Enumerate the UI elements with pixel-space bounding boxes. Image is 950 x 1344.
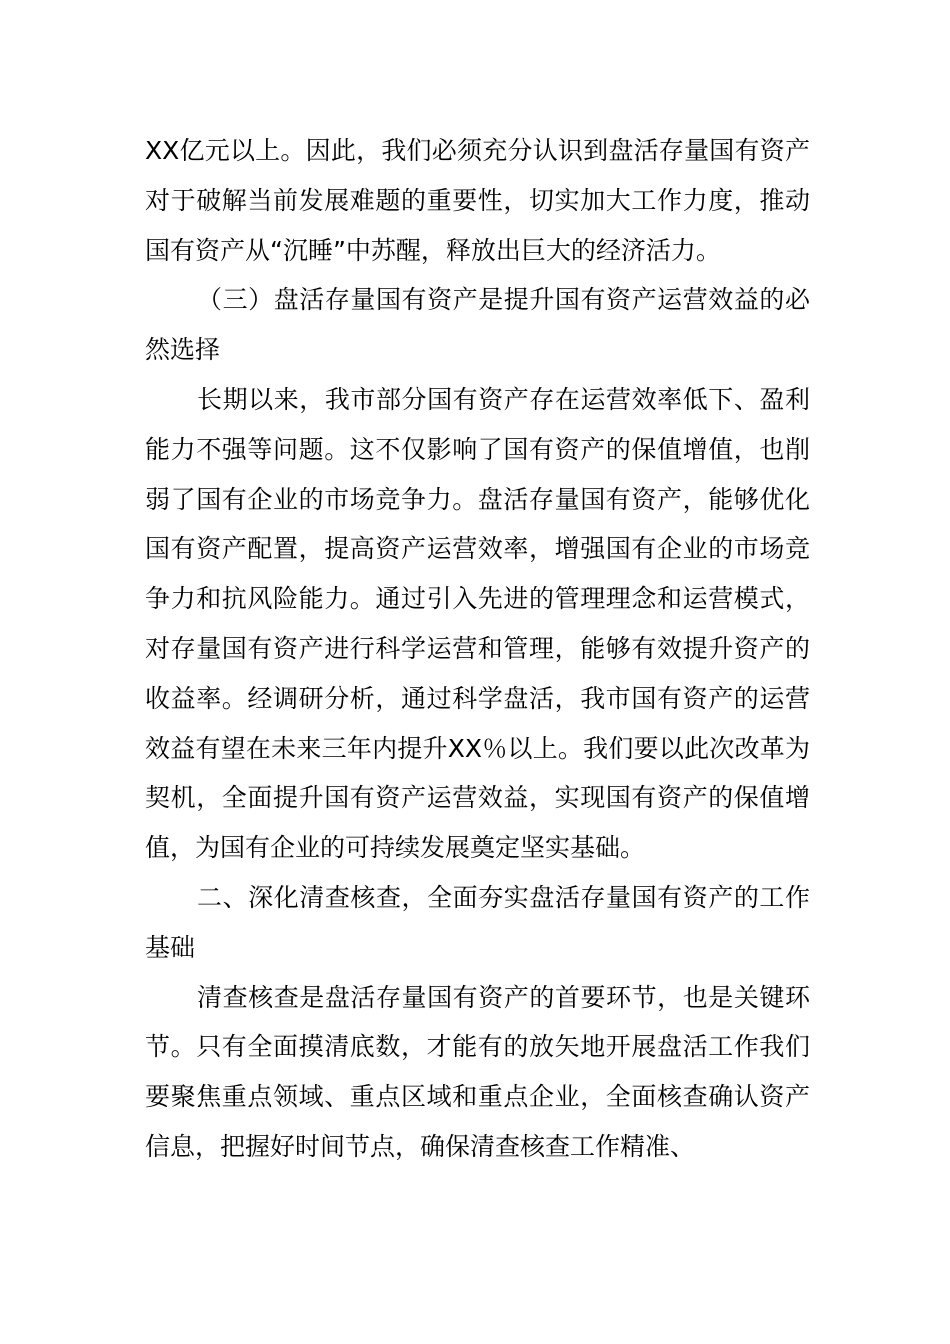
paragraph-body-2: 清查核查是盘活存量国有资产的首要环节，也是关键环节。只有全面摸清底数，才能有的放矢地开展盘活工作我们要聚焦重点领域、重点区域和重点企业，全面核查确认资产信息，把握好时间节点，确保清查核查工作精准、: [145, 982, 810, 1161]
paragraph-continuation: XX亿元以上。因此，我们必须充分认识到盘活存量国有资产对于破解当前发展难题的重要性，切实加大工作力度，推动国有资产从“沉睡”中苏醒，释放出巨大的经济活力。: [145, 136, 810, 265]
document-body: [145, 126, 810, 1172]
section-heading-3: （三）盘活存量国有资产是提升国有资产运营效益的必然选择: [145, 285, 810, 365]
paragraph-body: 长期以来，我市部分国有资产存在运营效率低下、盈利能力不强等问题。这不仅影响了国有资产的保值增值，也削弱了国有企业的市场竞争力。盘活存量国有资产，能够优化国有资产配置，提高资产运营效率，增强国有企业的市场竞争力和抗风险能力。通过引入先进的管理理念和运营模式，对存量国有资产进行科学运营和管理，能够有效提升资产的收益率。经调研分析，通过科学盘活，我市国有资产的运营效益有望在未来三年内提升XX％以上。我们要以此次改革为契机，全面提升国有资产运营效益，实现国有资产的保值增值，为国有企业的可持续发展奠定坚实基础。: [145, 384, 810, 863]
chapter-heading-2: 二、深化清查核查，全面夯实盘活存量国有资产的工作基础: [145, 882, 810, 962]
